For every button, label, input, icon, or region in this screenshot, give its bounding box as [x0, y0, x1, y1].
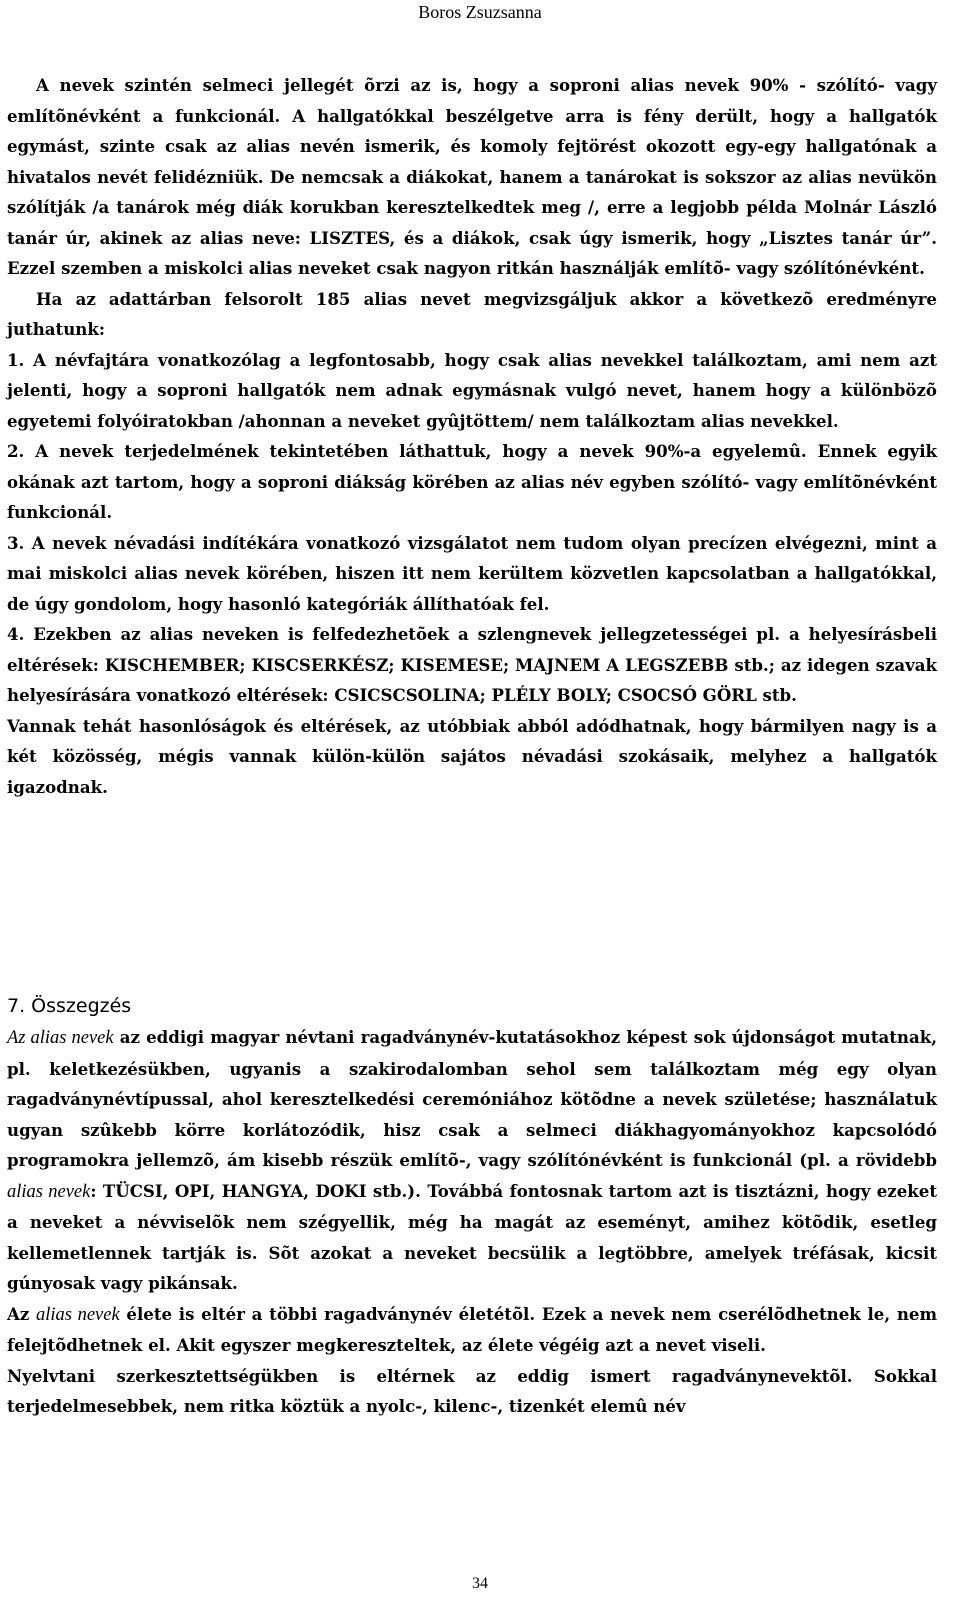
paragraph-alias-function: A nevek szintén selmeci jellegét õrzi az is, hogy a soproni alias nevek 90% - szólító- vagy említõnévként a funkcionál. A hallgatókkal beszélgetve arra is fény derült, hogy a hallgatók egymást, szinte csak az alias nevén ismerik, és komoly fejtörést okozott egy-egy hallgatónak a hivatalos nevét felidézniük. De nemcsak a diákokat, hanem a tanárokat is sokszor az alias nevükön szólítják /a tanárok még diák korukban keresztelkedtek meg /, erre a legjobb példa Molnár László tanár úr, akinek az alias neve: LISZTES, és a diákok, csak úgy ismerik, hogy „Lisztes tanár úr”. Ezzel szemben a miskolci alias neveket csak nagyon ritkán használják említõ- vagy szólítónévként.: [7, 75, 937, 278]
section-title: 7. Összegzés: [7, 995, 132, 1017]
italic-term-2: alias nevek: [7, 1181, 91, 1202]
paragraph-similarities: Vannak tehát hasonlóságok és eltérések, az utóbbiak abból adódhatnak, hogy bármilyen nagy is a két közösség, mégis vannak külön-külön sajátos névadási szokásaik, melyhez a hallgatók igazodnak.: [7, 715, 937, 797]
running-header: Boros Zsuzsanna: [418, 2, 542, 22]
list-item-1: 1. A névfajtára vonatkozólag a legfontosabb, hogy csak alias nevekkel találkoztam, ami nem azt jelenti, hogy a soproni hallgatók nem adnak egymásnak vulgó nevet, hanem hogy a különbözõ egyetemi folyóiratokban /ahonnan a neveket gyûjtöttem/ nem találkoztam alias nevekkel.: [7, 349, 937, 431]
list-item-3: 3. A nevek névadási indítékára vonatkozó vizsgálatot nem tudom olyan precízen elvégezni, mint a mai miskolci alias nevek körében, hiszen itt nem kerültem közvetlen kapcsolatban a hallgatókkal, de úgy gondolom, hogy hasonló kategóriák állíthatóak fel.: [7, 532, 937, 614]
italic-term-3: alias nevek: [36, 1304, 120, 1325]
summary-pre: Az: [7, 1303, 37, 1324]
summary-text: [7, 1022, 937, 1422]
summary-text-a: az eddigi magyar névtani ragadványnév-kutatásokhoz képest sok újdonságot mutatnak, pl. keletkezésükben, ugyanis a szakirodalomban sehol sem találkoztam még egy olyan ragadványnévtípussal, ahol keresztelkedési ceremóniához kötõdne a nevek születése; használatuk ugyan szûkebb körre korlátozódik, hisz csak a selmeci diákhagyományokhoz kapcsolódó programokra jellemzõ, ám kisebb részük említõ-, vagy szólítónévként is funkcionál (pl. a rövidebb: [7, 1027, 937, 1170]
page-number: 34: [472, 1575, 488, 1592]
list-item-2: 2. A nevek terjedelmének tekintetében láthattuk, hogy a nevek 90%-a egyelemû. Ennek egyik okának azt tartom, hogy a soproni diákság körében az alias név egyben szólító- vagy említõnévként funkcionál.: [7, 441, 937, 522]
summary-text-c: élete is eltér a többi ragadványnév életétõl. Ezek a nevek nem cserélõdhetnek le, nem felejtõdhetnek el. Akit egyszer megkereszteltek, az élete végéig azt a nevet viseli.: [7, 1303, 938, 1355]
summary-text-b: : TÜCSI, OPI, HANGYA, DOKI stb.). Továbbá fontosnak tartom azt is tisztázni, hogy ezeket a neveket a névviselõk nem szégyellik, még ha magát az eseményt, amihez kötõdik, esetleg kellemetlennek tartják is. Sõt azokat a neveket becsülik a legtöbbre, amelyek tréfásak, kicsit gúnyosak vagy pikánsak.: [7, 1180, 937, 1293]
body-text: [7, 70, 937, 802]
list-item-4: 4. Ezekben az alias neveken is felfedezhetõek a szlengnevek jellegzetességei pl. a helyesírásbeli eltérések: KISCHEMBER; KISCSERKÉSZ; KISEMESE; MAJNEM A LEGSZEBB stb.; az idegen szavak helyesírására vonatkozó eltérések: CSICSCSOLINA; PLÉLY BOLY; CSOCSÓ GÖRL stb.: [7, 624, 937, 705]
summary-paragraph-2: [7, 1299, 937, 1361]
summary-paragraph-1: [7, 1022, 937, 1299]
italic-term: Az alias nevek: [7, 1028, 114, 1048]
paragraph-results-intro: Ha az adattárban felsorolt 185 alias nevet megvizsgáljuk akkor a következõ eredményre juthatunk:: [7, 288, 937, 339]
summary-paragraph-3: Nyelvtani szerkesztettségükben is eltérnek az eddig ismert ragadványnevektõl. Sokkal terjedelmesebbek, nem ritka köztük a nyolc-, kilenc-, tizenkét elemû név: [7, 1365, 937, 1416]
